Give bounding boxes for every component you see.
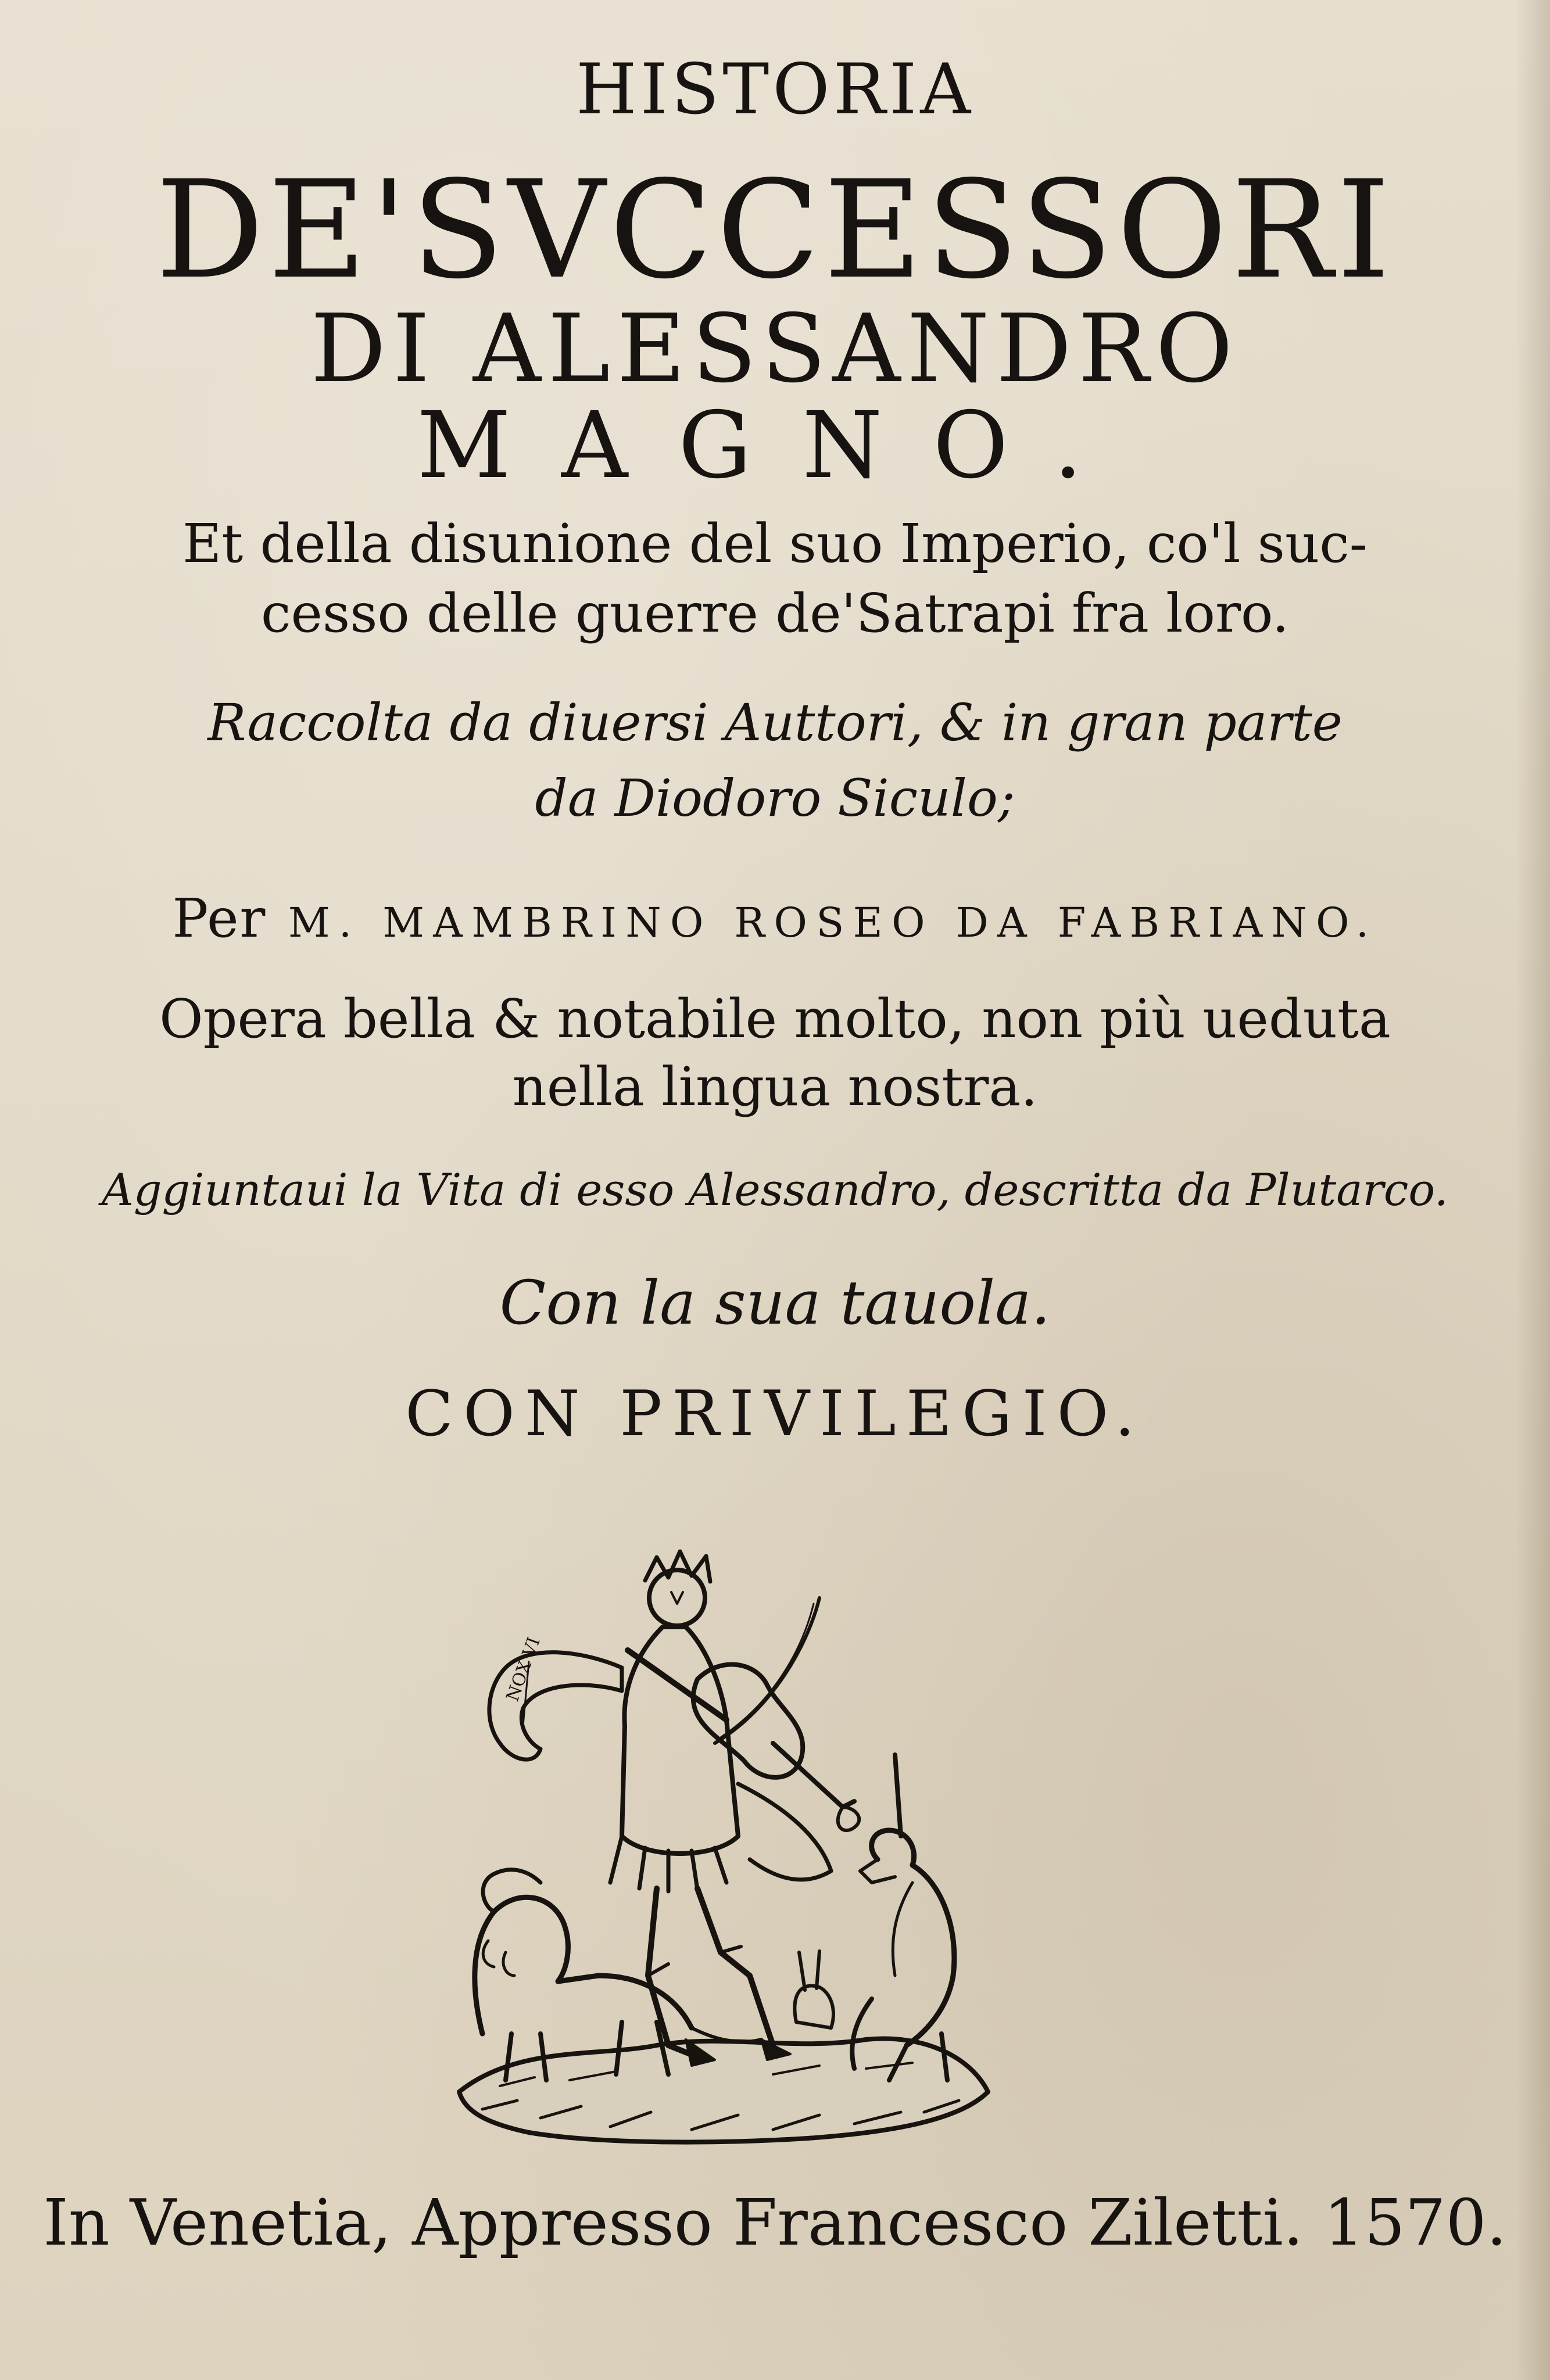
subtitle-line-1: Et della disunione del suo Imperio, co'l suc-	[182, 512, 1368, 575]
printers-device-woodcut	[448, 1534, 1005, 2167]
author-prefix: Per	[172, 887, 267, 949]
title-line-alessandro: DI ALESSANDRO	[310, 295, 1240, 404]
imprint-line: In Venetia, Appresso Francesco Ziletti. 1570.	[43, 2185, 1507, 2260]
table-line: Con la sua tauola.	[499, 1267, 1051, 1338]
subtitle-line-2: cesso delle guerre de'Satrapi fra loro.	[261, 582, 1289, 644]
title-line-historia: HISTORIA	[575, 49, 975, 130]
author-name: M. MAMBRINO ROSEO DA FABRIANO.	[288, 899, 1378, 947]
opera-line-2: nella lingua nostra.	[512, 1056, 1038, 1118]
appendix-line: Aggiuntaui la Vita di esso Alessandro, descritta da Plutarco.	[102, 1164, 1448, 1216]
collected-line-2: da Diodoro Siculo;	[535, 768, 1015, 828]
opera-line-1: Opera bella & notabile molto, non più ueduta	[159, 988, 1391, 1050]
collected-line-1: Raccolta da diuersi Auttori, & in gran parte	[207, 693, 1343, 752]
title-line-successori: DE'SVCCESSORI	[156, 152, 1394, 309]
title-line-magno: MAGNO.	[417, 392, 1133, 499]
author-line	[0, 887, 1550, 949]
woodcut-banner-text: NOX VI	[502, 1634, 545, 1704]
privilege-line: CON PRIVILEGIO.	[405, 1378, 1145, 1450]
